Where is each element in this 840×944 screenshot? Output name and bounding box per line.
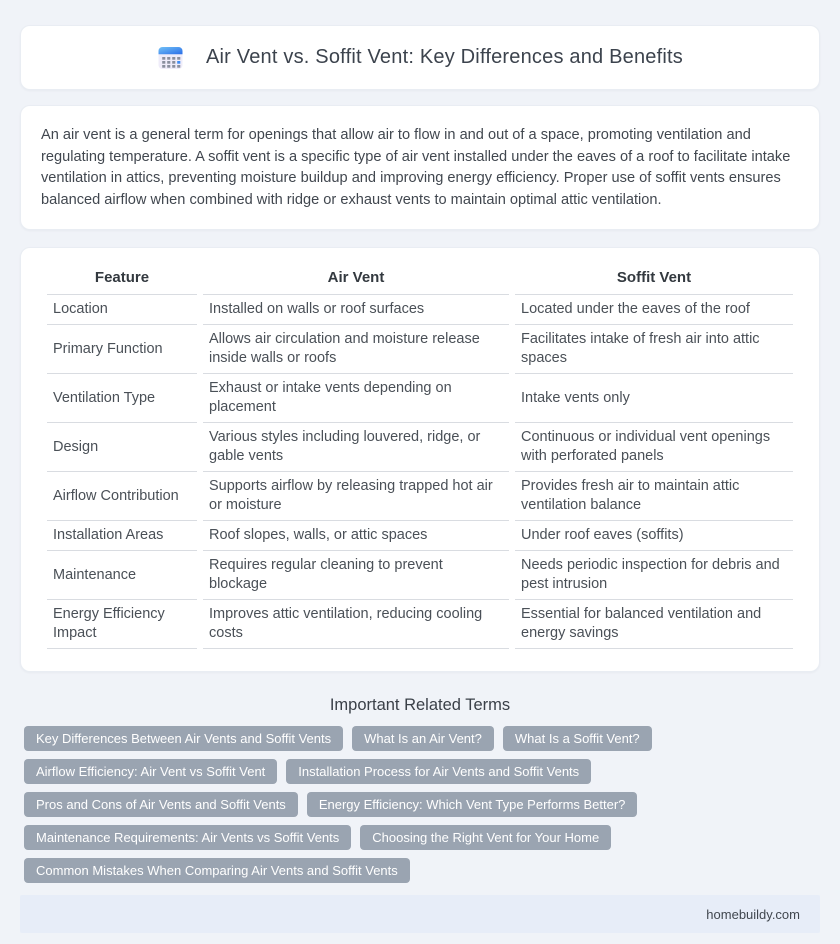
feature-cell: Maintenance (47, 551, 197, 600)
table-row (47, 472, 793, 521)
calendar-icon (157, 45, 184, 71)
feature-cell: Energy Efficiency Impact (47, 600, 197, 649)
table-row (47, 325, 793, 374)
comparison-table-card (20, 247, 820, 672)
table-header-row (47, 266, 793, 295)
column-header-air-vent: Air Vent (203, 266, 509, 295)
air-vent-cell: Requires regular cleaning to prevent blockage (203, 551, 509, 600)
column-header-feature: Feature (47, 266, 197, 295)
soffit-vent-cell: Provides fresh air to maintain attic ventilation balance (515, 472, 793, 521)
air-vent-cell: Roof slopes, walls, or attic spaces (203, 521, 509, 551)
table-row (47, 374, 793, 423)
table-row (47, 600, 793, 649)
related-term-tag[interactable]: Key Differences Between Air Vents and Soffit Vents (24, 726, 343, 751)
feature-cell: Design (47, 423, 197, 472)
air-vent-cell: Installed on walls or roof surfaces (203, 295, 509, 325)
related-term-tag[interactable]: Choosing the Right Vent for Your Home (360, 825, 611, 850)
related-term-tag[interactable]: Common Mistakes When Comparing Air Vents and Soffit Vents (24, 858, 410, 883)
soffit-vent-cell: Essential for balanced ventilation and energy savings (515, 600, 793, 649)
air-vent-cell: Exhaust or intake vents depending on placement (203, 374, 509, 423)
air-vent-cell: Improves attic ventilation, reducing cooling costs (203, 600, 509, 649)
air-vent-cell: Various styles including louvered, ridge, or gable vents (203, 423, 509, 472)
page-title: Air Vent vs. Soffit Vent: Key Differences and Benefits (206, 46, 683, 68)
soffit-vent-cell: Intake vents only (515, 374, 793, 423)
comparison-table-body (47, 295, 793, 649)
feature-cell: Location (47, 295, 197, 325)
footer-site-name: homebuildy.com (706, 906, 800, 922)
intro-card (20, 105, 820, 230)
soffit-vent-cell: Facilitates intake of fresh air into attic spaces (515, 325, 793, 374)
feature-cell: Primary Function (47, 325, 197, 374)
air-vent-cell: Supports airflow by releasing trapped hot air or moisture (203, 472, 509, 521)
related-term-tag[interactable]: What Is an Air Vent? (352, 726, 494, 751)
table-row (47, 521, 793, 551)
related-term-tag[interactable]: What Is a Soffit Vent? (503, 726, 652, 751)
comparison-table (41, 266, 799, 649)
related-term-tag[interactable]: Installation Process for Air Vents and Soffit Vents (286, 759, 591, 784)
related-term-tag[interactable]: Airflow Efficiency: Air Vent vs Soffit Vent (24, 759, 277, 784)
air-vent-cell: Allows air circulation and moisture release inside walls or roofs (203, 325, 509, 374)
table-row (47, 423, 793, 472)
table-row (47, 551, 793, 600)
related-term-tag[interactable]: Pros and Cons of Air Vents and Soffit Vents (24, 792, 298, 817)
related-term-tag[interactable]: Energy Efficiency: Which Vent Type Performs Better? (307, 792, 638, 817)
table-row (47, 295, 793, 325)
related-terms-tags (20, 726, 820, 883)
soffit-vent-cell: Under roof eaves (soffits) (515, 521, 793, 551)
related-term-tag[interactable]: Maintenance Requirements: Air Vents vs Soffit Vents (24, 825, 351, 850)
feature-cell: Airflow Contribution (47, 472, 197, 521)
column-header-soffit-vent: Soffit Vent (515, 266, 793, 295)
feature-cell: Installation Areas (47, 521, 197, 551)
footer-bar (20, 895, 820, 933)
soffit-vent-cell: Continuous or individual vent openings with perforated panels (515, 423, 793, 472)
intro-paragraph: An air vent is a general term for openings that allow air to flow in and out of a space, promoting ventilation and regulating temperature. A soffit vent is a specific type of air vent installed under the eaves of a roof to facilitate intake ventilation in attics, preventing moisture buildup and improving energy efficiency. Proper use of soffit vents ensures balanced airflow when combined with ridge or exhaust vents to maintain optimal attic ventilation. (41, 127, 791, 208)
soffit-vent-cell: Needs periodic inspection for debris and pest intrusion (515, 551, 793, 600)
feature-cell: Ventilation Type (47, 374, 197, 423)
related-terms-heading: Important Related Terms (329, 696, 511, 714)
soffit-vent-cell: Located under the eaves of the roof (515, 295, 793, 325)
header-card (20, 25, 820, 90)
